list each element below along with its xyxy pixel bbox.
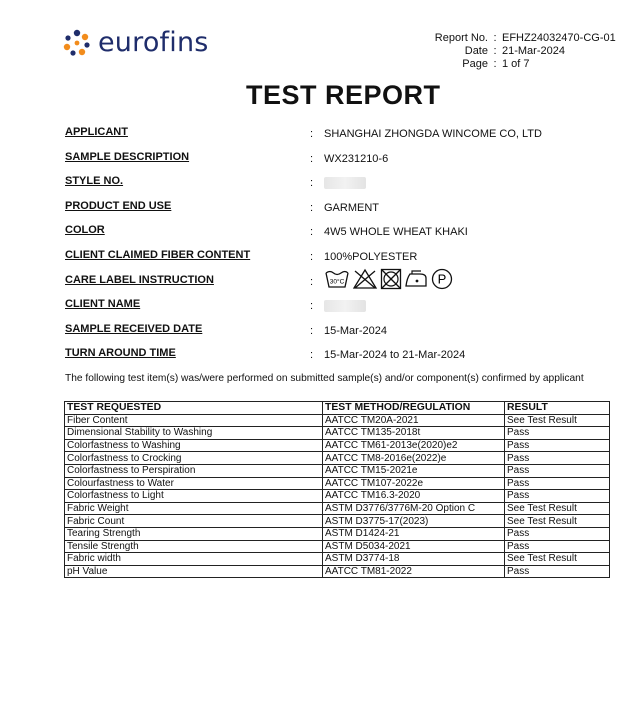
page-row [432, 58, 616, 71]
sample-description-label: SAMPLE DESCRIPTION [65, 150, 190, 163]
test-method-cell: AATCC TM20A-2021 [323, 414, 505, 427]
test-method-cell: AATCC TM107-2022e [323, 477, 505, 490]
info-row-product-end-use [65, 200, 625, 225]
turn-around-value: 15-Mar-2024 to 21-Mar-2024 [324, 349, 466, 362]
test-name-cell: Fabric Weight [65, 502, 323, 515]
info-colon: : [310, 349, 314, 362]
column-header: TEST REQUESTED [65, 402, 323, 415]
page-title: TEST REPORT [246, 80, 441, 110]
table-row [65, 527, 610, 540]
svg-text:P: P [437, 271, 447, 287]
fiber-content-label: CLIENT CLAIMED FIBER CONTENT [65, 248, 251, 261]
iron-low-icon [404, 268, 428, 290]
info-row-turn-around [65, 347, 625, 372]
info-colon: : [310, 250, 314, 263]
test-name-cell: Fabric Count [65, 515, 323, 528]
test-result-cell: Pass [505, 565, 610, 578]
test-name-cell: Colorfastness to Crocking [65, 452, 323, 465]
sample-received-value: 15-Mar-2024 [324, 324, 387, 337]
info-colon: : [310, 324, 314, 337]
table-row [65, 452, 610, 465]
test-method-cell: ASTM D1424-21 [323, 527, 505, 540]
test-name-cell: Tensile Strength [65, 540, 323, 553]
table-row [65, 464, 610, 477]
info-colon: : [310, 275, 314, 288]
meta-colon: : [493, 32, 497, 44]
redaction-blur [324, 177, 366, 189]
test-result-cell: See Test Result [505, 414, 610, 427]
care-symbols [324, 268, 454, 290]
info-row-client-name [65, 298, 625, 323]
do-not-bleach-icon [352, 268, 378, 290]
client-name-value-redacted [324, 300, 366, 315]
test-result-cell: Pass [505, 452, 610, 465]
color-label: COLOR [65, 224, 105, 237]
test-method-cell: AATCC TM15-2021e [323, 464, 505, 477]
applicant-value: SHANGHAI ZHONGDA WINCOME CO, LTD [324, 128, 542, 140]
info-row-color [65, 224, 625, 249]
info-row-sample-received [65, 323, 625, 348]
test-table [64, 401, 610, 578]
intro-text: The following test item(s) was/were performed on submitted sample(s) and/or component(s) confirmed by applicant [65, 373, 584, 384]
test-name-cell: Tearing Strength [65, 527, 323, 540]
page-value: 1 of 7 [502, 58, 530, 70]
test-result-cell: See Test Result [505, 502, 610, 515]
dry-clean-p-icon [430, 268, 454, 290]
info-colon: : [310, 177, 314, 190]
report-meta [432, 32, 616, 71]
test-result-cell: Pass [505, 464, 610, 477]
table-row [65, 540, 610, 553]
do-not-tumble-dry-icon [380, 268, 402, 290]
table-row [65, 553, 610, 566]
style-no-value-redacted [324, 177, 366, 192]
company-logo [62, 28, 209, 58]
sample-description-value: WX231210-6 [324, 152, 389, 165]
column-header: TEST METHOD/REGULATION [323, 402, 505, 415]
report-no-row [432, 32, 616, 45]
table-row [65, 477, 610, 490]
info-colon: : [310, 201, 314, 214]
test-result-cell: Pass [505, 540, 610, 553]
product-end-use-label: PRODUCT END USE [65, 199, 172, 212]
info-colon: : [310, 128, 314, 140]
test-method-cell: AATCC TM135-2018t [323, 427, 505, 440]
info-colon: : [310, 300, 314, 313]
style-no-label: STYLE NO. [65, 175, 124, 188]
test-result-cell: Pass [505, 477, 610, 490]
report-no-value: EFHZ24032470-CG-01 [502, 32, 616, 44]
test-name-cell: pH Value [65, 565, 323, 578]
info-colon: : [310, 152, 314, 165]
applicant-label: APPLICANT [65, 126, 128, 138]
info-row-sample-description [65, 151, 625, 176]
test-method-cell: AATCC TM8-2016e(2022)e [323, 452, 505, 465]
test-method-cell: ASTM D3775-17(2023) [323, 515, 505, 528]
test-method-cell: ASTM D3776/3776M-20 Option C [323, 502, 505, 515]
fiber-content-value: 100%POLYESTER [324, 250, 418, 263]
product-end-use-value: GARMENT [324, 201, 379, 214]
table-row [65, 515, 610, 528]
info-row-care-label [65, 271, 625, 299]
report-info [65, 126, 625, 372]
wash-30c-icon [324, 268, 350, 290]
meta-colon: : [493, 58, 497, 70]
test-result-cell: See Test Result [505, 553, 610, 566]
test-name-cell: Fiber Content [65, 414, 323, 427]
turn-around-label: TURN AROUND TIME [65, 347, 176, 360]
test-result-cell: See Test Result [505, 515, 610, 528]
table-row [65, 565, 610, 578]
date-row [432, 45, 616, 58]
test-result-cell: Pass [505, 439, 610, 452]
page-label: Page [462, 58, 488, 70]
table-row [65, 490, 610, 503]
care-label-label: CARE LABEL INSTRUCTION [65, 273, 214, 286]
report-no-label: Report No. [434, 32, 488, 44]
info-row-applicant [65, 126, 625, 151]
date-value: 21-Mar-2024 [502, 45, 565, 57]
table-row [65, 439, 610, 452]
table-header-row [65, 402, 610, 415]
table-row [65, 502, 610, 515]
test-result-cell: Pass [505, 490, 610, 503]
test-name-cell: Colourfastness to Water [65, 477, 323, 490]
test-method-cell: AATCC TM16.3-2020 [323, 490, 505, 503]
column-header: RESULT [505, 402, 610, 415]
info-row-style-no [65, 175, 625, 200]
date-label: Date [464, 45, 488, 57]
test-method-cell: AATCC TM81-2022 [323, 565, 505, 578]
test-result-cell: Pass [505, 427, 610, 440]
test-name-cell: Fabric width [65, 553, 323, 566]
redaction-blur [324, 300, 366, 312]
test-name-cell: Colorfastness to Perspiration [65, 464, 323, 477]
test-method-cell: ASTM D3774-18 [323, 553, 505, 566]
test-name-cell: Colorfastness to Light [65, 490, 323, 503]
info-colon: : [310, 226, 314, 239]
test-method-cell: ASTM D5034-2021 [323, 540, 505, 553]
test-result-cell: Pass [505, 527, 610, 540]
table-row [65, 427, 610, 440]
eurofins-dots-icon [62, 28, 92, 58]
test-method-cell: AATCC TM61-2013e(2020)e2 [323, 439, 505, 452]
wash-temp-text: 30°C [329, 278, 345, 286]
sample-received-label: SAMPLE RECEIVED DATE [65, 322, 203, 335]
test-name-cell: Dimensional Stability to Washing [65, 427, 323, 440]
meta-colon: : [493, 45, 497, 57]
test-name-cell: Colorfastness to Washing [65, 439, 323, 452]
table-row [65, 414, 610, 427]
color-value: 4W5 WHOLE WHEAT KHAKI [324, 226, 468, 239]
logo-text: eurofins [98, 27, 209, 58]
client-name-label: CLIENT NAME [65, 298, 141, 311]
